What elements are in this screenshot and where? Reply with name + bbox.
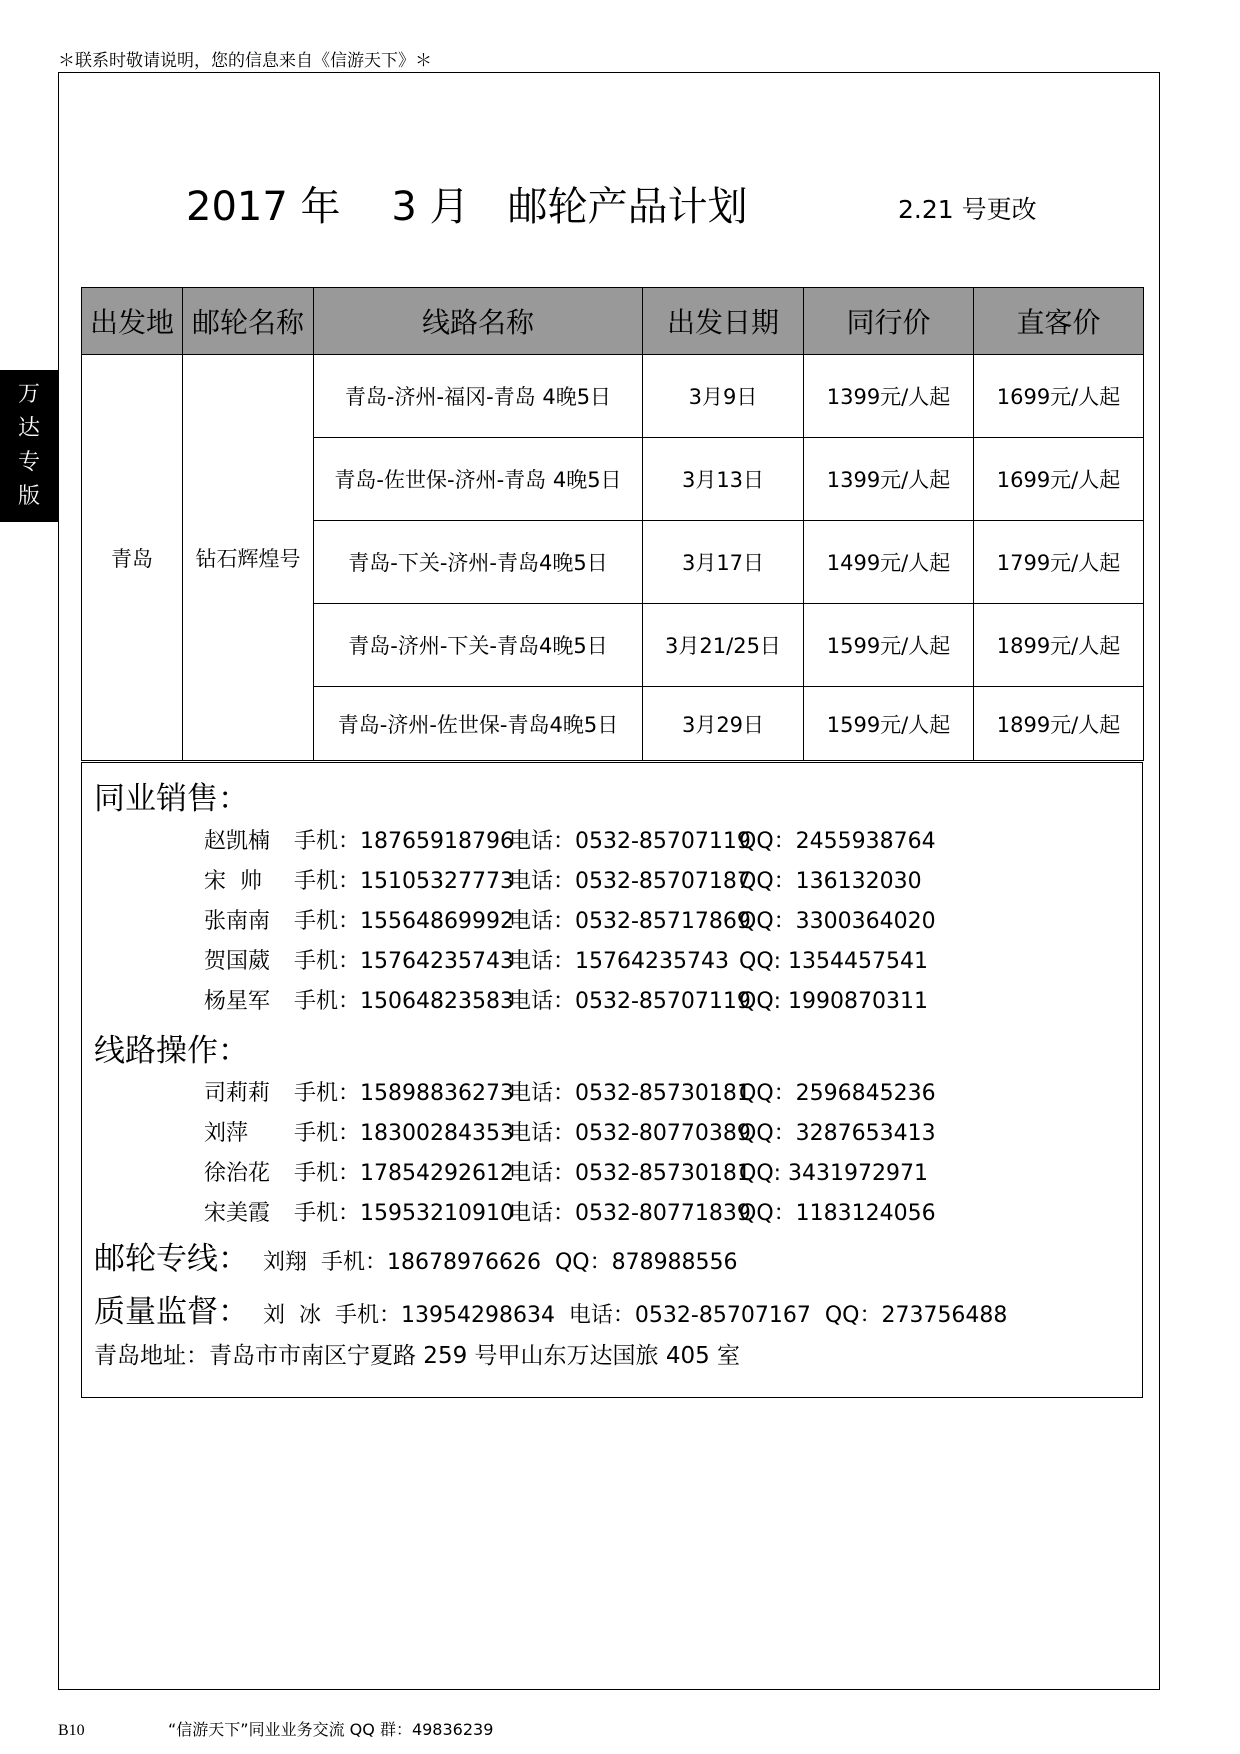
contact-qq: QQ：1183124056 [739,1201,936,1226]
contact-mobile: 手机：17854292612 [294,1161,514,1186]
contact-row [204,1156,928,1187]
side-tab [0,370,58,522]
peer-price-cell: 1399元/人起 [804,438,974,521]
quality-heading: 质量监督： [94,1294,249,1330]
contact-row [204,1196,936,1227]
sales-heading: 同业销售： [94,781,249,817]
route-cell: 青岛-佐世保-济州-青岛 4晚5日 [314,438,643,521]
contact-row [204,864,922,895]
direct-price-cell: 1899元/人起 [974,604,1144,687]
date-cell: 3月21/25日 [643,604,804,687]
footer-text: “信游天下”同业业务交流 QQ 群：49836239 [168,1720,494,1739]
contact-row [204,944,928,975]
address: 青岛地址：青岛市市南区宁夏路 259 号甲山东万达国旅 405 室 [94,1343,741,1369]
contact-name: 刘萍 [204,1121,249,1146]
contact-row [204,904,936,935]
header-departure: 出发地 [82,288,183,355]
contact-name: 贺国葳 [204,949,271,974]
cruise-line-text: 刘翔 手机：18678976626 QQ：878988556 [263,1250,738,1275]
date-cell: 3月17日 [643,521,804,604]
route-cell: 青岛-济州-佐世保-青岛4晚5日 [314,687,643,761]
header-date: 出发日期 [643,288,804,355]
contact-mobile: 手机：15564869992 [294,909,514,934]
direct-price-cell: 1699元/人起 [974,355,1144,438]
side-tab-char: 达 [17,416,40,441]
route-cell: 青岛-济州-下关-青岛4晚5日 [314,604,643,687]
contact-tel: 电话：0532-85730181 [509,1161,751,1186]
contact-row [204,1076,936,1107]
direct-price-cell: 1899元/人起 [974,687,1144,761]
ship-cell: 钻石辉煌号 [183,355,314,761]
contact-name: 司莉莉 [204,1081,271,1106]
contact-tel: 电话：15764235743 [509,949,729,974]
contact-row [204,1116,936,1147]
quality-row [94,1286,1007,1331]
cruise-line-row [94,1233,738,1278]
contact-qq: QQ: 3431972971 [739,1161,929,1186]
contact-qq: QQ：3300364020 [739,909,936,934]
side-tab-char: 专 [17,450,40,475]
route-cell: 青岛-济州-福冈-青岛 4晚5日 [314,355,643,438]
contact-mobile: 手机：15064823583 [294,989,514,1014]
contact-mobile: 手机：15898836273 [294,1081,514,1106]
contact-mobile: 手机：15764235743 [294,949,514,974]
contact-mobile: 手机：15105327773 [294,869,514,894]
ops-heading: 线路操作： [94,1033,249,1069]
peer-price-cell: 1599元/人起 [804,604,974,687]
quality-text: 刘 冰 手机：13954298634 电话：0532-85707167 QQ：273756488 [263,1303,1008,1328]
header-peer-price: 同行价 [804,288,974,355]
contact-name: 徐治花 [204,1161,271,1186]
contact-name: 张南南 [204,909,271,934]
contact-row [204,984,928,1015]
date-cell: 3月29日 [643,687,804,761]
cruise-line-heading: 邮轮专线： [94,1241,249,1277]
page-title: 2017 年 3 月 邮轮产品计划 [186,184,748,230]
contact-qq: QQ：3287653413 [739,1121,936,1146]
contact-tel: 电话：0532-85717869 [509,909,751,934]
contact-tel: 电话：0532-85707119 [509,829,751,854]
table-row [82,355,1144,438]
peer-price-cell: 1399元/人起 [804,355,974,438]
footer [58,1717,1160,1740]
header-route: 线路名称 [314,288,643,355]
peer-price-cell: 1599元/人起 [804,687,974,761]
contact-qq: QQ: 1990870311 [739,989,929,1014]
contact-row [204,824,936,855]
date-cell: 3月13日 [643,438,804,521]
table-header-row [82,288,1144,355]
contact-mobile: 手机：15953210910 [294,1201,514,1226]
page-subtitle: 2.21 号更改 [898,195,1037,224]
header-ship: 邮轮名称 [183,288,314,355]
date-cell: 3月9日 [643,355,804,438]
departure-cell: 青岛 [82,355,183,761]
direct-price-cell: 1699元/人起 [974,438,1144,521]
contact-tel: 电话：0532-80771839 [509,1201,751,1226]
contact-name: 宋美霞 [204,1201,271,1226]
direct-price-cell: 1799元/人起 [974,521,1144,604]
contact-mobile: 手机：18765918796 [294,829,514,854]
contact-qq: QQ: 1354457541 [739,949,929,974]
page-number: B10 [58,1722,85,1739]
contact-mobile: 手机：18300284353 [294,1121,514,1146]
header-direct-price: 直客价 [974,288,1144,355]
contact-name: 赵凯楠 [204,829,271,854]
top-note: ＊联系时敬请说明，您的信息来自《信游天下》＊ [58,51,432,71]
contact-qq: QQ：136132030 [739,869,922,894]
contact-qq: QQ：2455938764 [739,829,936,854]
contact-tel: 电话：0532-80770389 [509,1121,751,1146]
contact-section [81,762,1143,1398]
contact-name: 宋 帅 [204,869,262,894]
contact-name: 杨星军 [204,989,271,1014]
contact-tel: 电话：0532-85707119 [509,989,751,1014]
side-tab-char: 万 [17,382,40,407]
peer-price-cell: 1499元/人起 [804,521,974,604]
contact-tel: 电话：0532-85730181 [509,1081,751,1106]
contact-qq: QQ：2596845236 [739,1081,936,1106]
route-cell: 青岛-下关-济州-青岛4晚5日 [314,521,643,604]
product-table [81,287,1144,761]
side-tab-char: 版 [17,484,40,509]
contact-tel: 电话：0532-85707187 [509,869,751,894]
